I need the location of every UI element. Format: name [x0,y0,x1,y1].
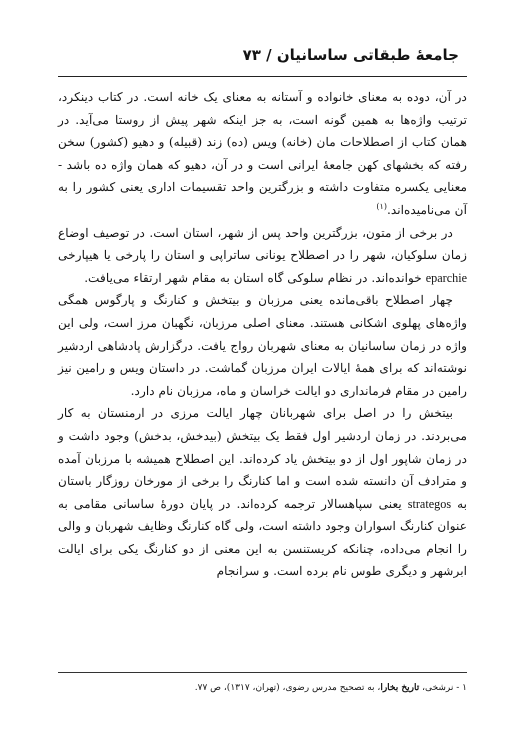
paragraph-2-text-end: خوانده‌اند. در نظام سلوکی گاه استان به مقام شهر ارتقاء می‌یافت. [84,270,422,285]
footnote-book-title: تاریخ بخارا [380,683,420,693]
footnote-prefix: ۱ - نرشخی، [422,683,467,693]
footnote-divider [58,672,467,673]
paragraph-1 [58,86,467,222]
paragraph-3-text: چهار اصطلاح باقی‌مانده یعنی مرزبان و بیتخش و کنارنگ و پارگوس همگی واژه‌های پهلوی اشکانی هستند. معنای اصلی مرزبان، نگهبان مرز است، ولی این واژه در زمان ساسانیان به معنای شهربان رواج یافت. درگزارش پادشاهی اردشیر نوشته‌اند که برای همهٔ ایالات ایران مرزبان گماشت. در داستان ویس و رامین نیز رامین در مقام فرمانداری دو ایالت خراسان و ماه، مرزبان نام دارد. [58,293,467,398]
paragraph-4 [58,402,467,583]
running-header: جامعهٔ طبقاتی ساسانیان / ۷۳ [242,46,459,64]
footnote [58,681,467,695]
body-text [58,86,467,583]
footnote-details: ، به تصحیح مدرس رضوی، (تهران، ۱۳۱۷)، ص ۷۷. [194,683,381,693]
latin-term-eparchie: eparchie [425,270,467,285]
footnote-reference: (۱) [376,201,387,211]
header-divider [58,76,467,77]
paragraph-3 [58,289,467,402]
paragraph-2-text-start: در برخی از متون، بزرگترین واحد پس از شهر، استان است. در توصیف اوضاع زمان سلوکیان، شهر را در اصطلاح یونانی ساتراپی و استان را پارخی یا هیپارخی [58,225,467,263]
paragraph-2 [58,222,467,290]
paragraph-4-text-start: بیتخش را در اصل برای شهربانان چهار ایالت مرزی در ارمنستان به کار می‌بردند. در زمان اردشیر اول فقط یک بیتخش (بیدخش، بدخش) وجود داشت و در زمان شاپور اول از دو بیتخش یاد کرده‌اند. این اصطلاح همیشه با مرزبان آمده و مترادف آن دانسته شده است و اما کنارنگ را برخی از مورخان روزگار باستان به [58,406,468,511]
latin-term-strategos: strategos [407,496,452,511]
paragraph-4-text-end: یعنی سپاهسالار ترجمه کرده‌اند. در پایان دورهٔ ساسانی مقامی به عنوان کنارنگ اسواران وجود داشته است، ولی گاه کنارنگ وظایف شهربان و والی را انجام می‌داده، چنانکه کریستنسن به این معنی از دو کنارنگ یکی برای ایالت ابرشهر و دیگری طوس نام برده است. و سرانجام [58,496,467,579]
paragraph-1-text: در آن، دوده به معنای خانواده و آستانه به معنای یک خانه است. در کتاب دینکرد، ترتیب واژه‌ها به همین گونه است، به جز اینکه شهر پیش از روستا می‌آید. در همان کتاب از اصطلاحات مان (خانه) ویس (ده) زند (قبیله) و دهیو (کشور) سخن رفته که بخشهای کهن جامعهٔ ایرانی است و در آن، دهیو که همان واژه ده باشد - معنایی یکسره متفاوت داشته و بزرگترین واحد تقسیمات اداری یعنی کشور را به آن می‌نامیده‌اند. [58,90,467,217]
